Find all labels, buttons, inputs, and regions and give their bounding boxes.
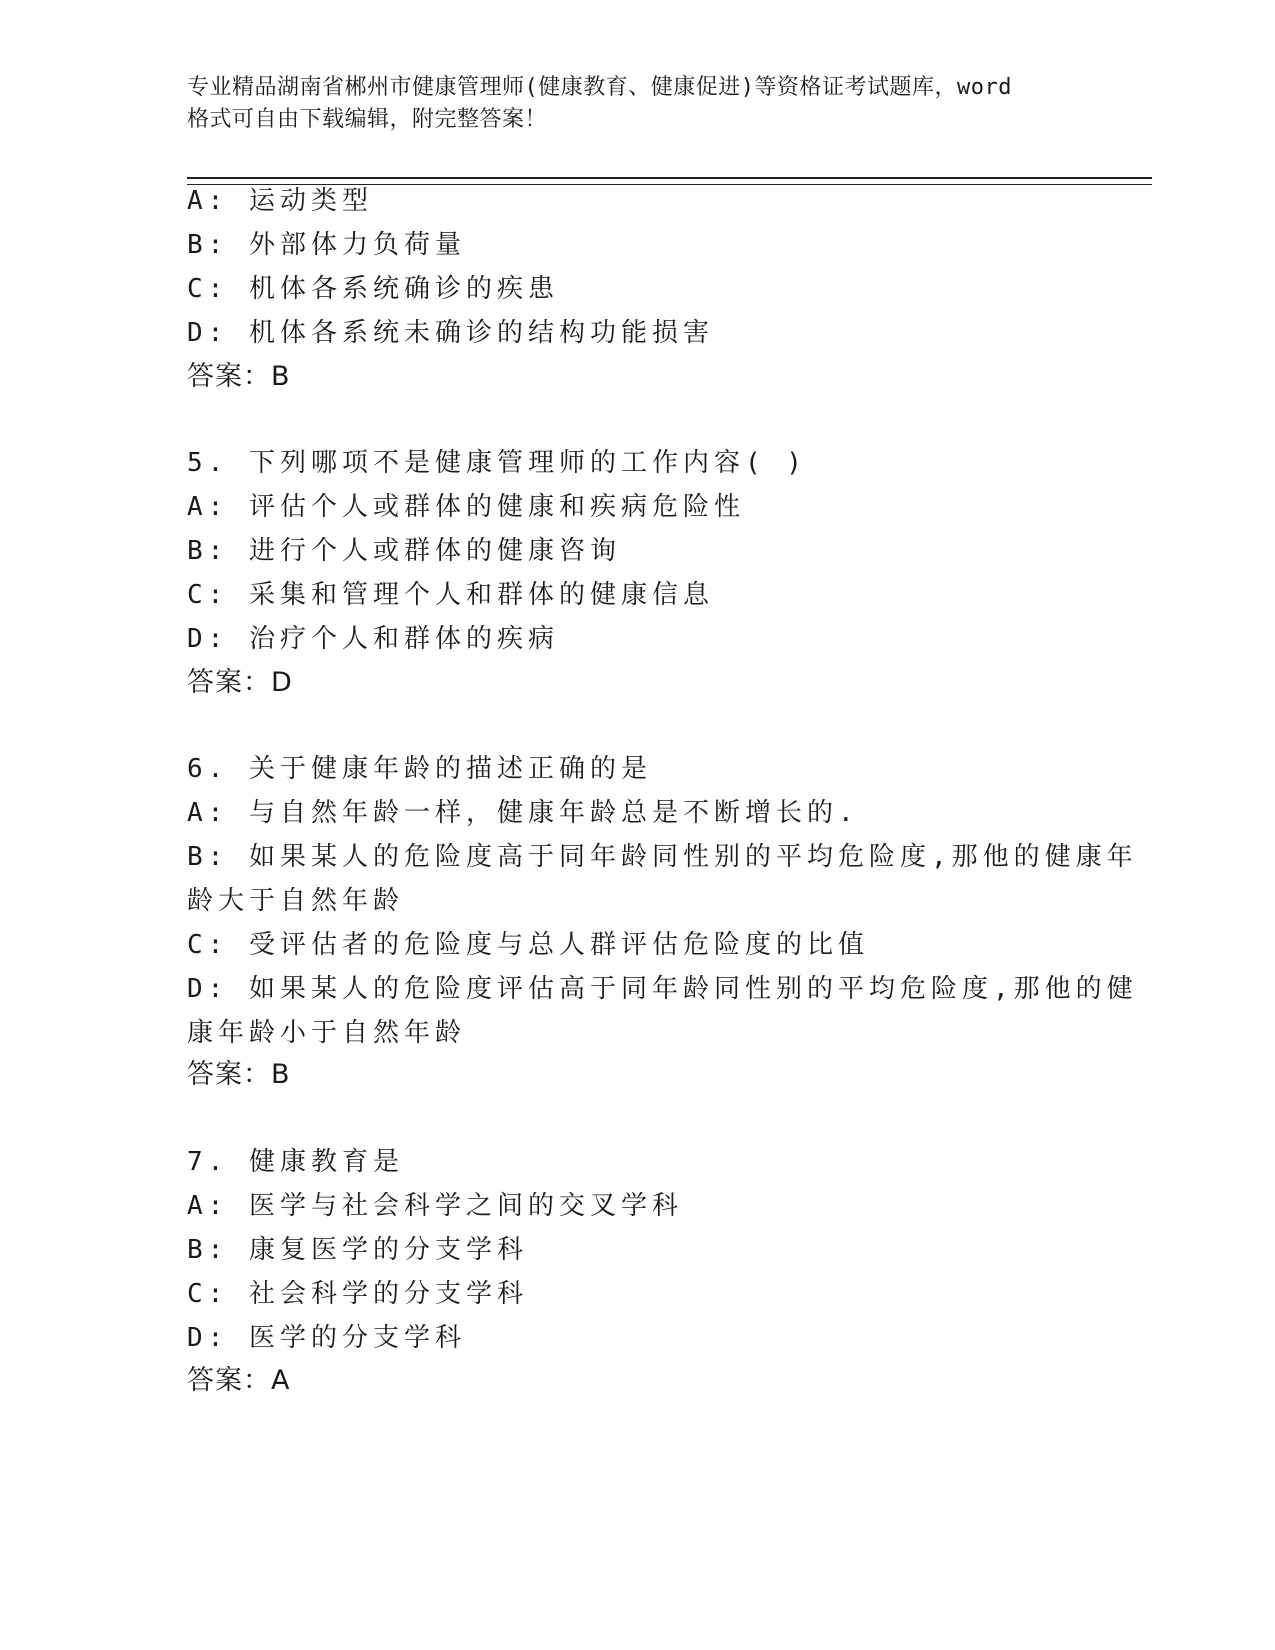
q5-answer: 答案：D [187, 667, 293, 698]
q4-option-c: C: 机体各系统确诊的疾患 [187, 274, 559, 304]
q5-option-c: C: 采集和管理个人和群体的健康信息 [187, 580, 714, 610]
q6-option-c: C: 受评估者的危险度与总人群评估危险度的比值 [187, 930, 869, 960]
q4-option-b: B: 外部体力负荷量 [187, 230, 466, 260]
q4-answer: 答案：B [187, 361, 291, 392]
q7-answer: 答案：A [187, 1365, 291, 1396]
header-line-2: 格式可自由下载编辑，附完整答案！ [187, 107, 548, 132]
q7-option-d: D: 医学的分支学科 [187, 1323, 466, 1353]
q6-stem: 6. 关于健康年龄的描述正确的是 [187, 754, 652, 784]
q7-option-b: B: 康复医学的分支学科 [187, 1235, 528, 1265]
q5-stem: 5. 下列哪项不是健康管理师的工作内容( ) [187, 448, 807, 478]
q5-option-a: A: 评估个人或群体的健康和疾病危险性 [187, 492, 745, 522]
q7-stem: 7. 健康教育是 [187, 1147, 404, 1177]
q6-option-d-line-2: 康年龄小于自然年龄 [187, 1018, 467, 1048]
q6-option-b-line-1: B: 如果某人的危险度高于同年龄同性别的平均危险度,那他的健康年 [187, 842, 1138, 872]
q7-option-a: A: 医学与社会科学之间的交叉学科 [187, 1191, 683, 1221]
q4-option-d: D: 机体各系统未确诊的结构功能损害 [187, 318, 714, 348]
q4-option-a: A: 运动类型 [187, 186, 373, 216]
header-line-1: 专业精品湖南省郴州市健康管理师(健康教育、健康促进)等资格证考试题库，word [187, 75, 1012, 100]
q5-option-b: B: 进行个人或群体的健康咨询 [187, 536, 621, 566]
document-header [187, 72, 1087, 136]
q6-option-a: A: 与自然年龄一样，健康年龄总是不断增长的. [187, 798, 859, 828]
q5-option-d: D: 治疗个人和群体的疾病 [187, 624, 559, 654]
q6-answer: 答案：B [187, 1059, 291, 1090]
q7-option-c: C: 社会科学的分支学科 [187, 1279, 528, 1309]
q6-option-d-line-1: D: 如果某人的危险度评估高于同年龄同性别的平均危险度,那他的健 [187, 974, 1138, 1004]
q6-option-b-line-2: 龄大于自然年龄 [187, 886, 405, 916]
